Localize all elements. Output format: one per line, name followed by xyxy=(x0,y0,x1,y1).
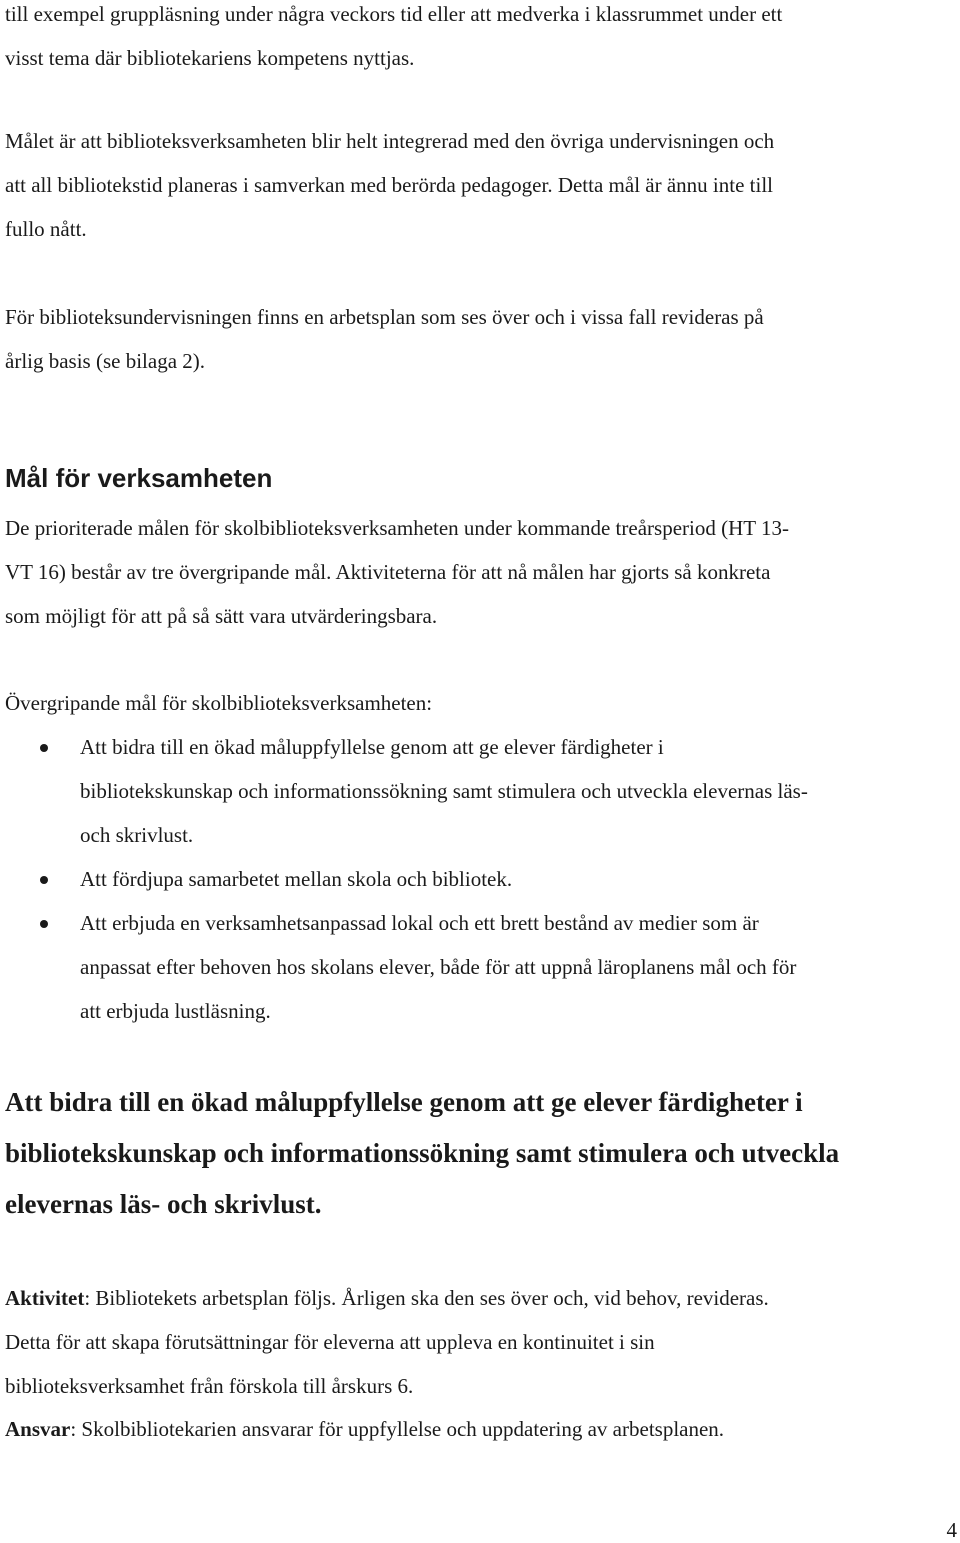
paragraph-line: som möjligt för att på så sätt vara utvärderingsbara. xyxy=(5,604,438,628)
goal-line: och skrivlust. xyxy=(80,823,194,847)
responsibility-label: Ansvar xyxy=(5,1417,71,1441)
goal-line: att erbjuda lustläsning. xyxy=(80,999,271,1023)
activity-line xyxy=(5,1284,769,1312)
goal-heading-line: bibliotekskunskap och informationssökning samt stimulera och utveckla xyxy=(5,1138,840,1168)
goal-line: bibliotekskunskap och informationssökning samt stimulera och utveckla elevernas läs- xyxy=(80,779,808,803)
bullet-icon xyxy=(40,920,48,928)
goal-heading-line: Att bidra till en ökad måluppfyllelse genom att ge elever färdigheter i xyxy=(5,1087,803,1117)
goal-heading-line: elevernas läs- och skrivlust. xyxy=(5,1189,322,1219)
bullet-icon xyxy=(40,876,48,884)
paragraph-line: De prioriterade målen för skolbiblioteksverksamheten under kommande treårsperiod (HT 13- xyxy=(5,516,789,540)
activity-line: biblioteksverksamhet från förskola till årskurs 6. xyxy=(5,1374,414,1398)
goals-intro: Övergripande mål för skolbiblioteksverksamheten: xyxy=(5,691,433,715)
goal-line: Att erbjuda en verksamhetsanpassad lokal och ett brett bestånd av medier som är xyxy=(80,911,759,935)
section-heading: Mål för verksamheten xyxy=(5,463,273,493)
activity-line: Detta för att skapa förutsättningar för eleverna att uppleva en kontinuitet i sin xyxy=(5,1330,655,1354)
bullet-icon xyxy=(40,744,48,752)
paragraph-line: VT 16) består av tre övergripande mål. Aktiviteterna för att nå målen har gjorts så konkreta xyxy=(5,560,771,584)
paragraph-line: årlig basis (se bilaga 2). xyxy=(5,349,206,373)
goal-line: Att fördjupa samarbetet mellan skola och bibliotek. xyxy=(80,867,513,891)
goal-line: anpassat efter behoven hos skolans elever, både för att uppnå läroplanens mål och för xyxy=(80,955,797,979)
paragraph-line: fullo nått. xyxy=(5,217,87,241)
paragraph-line: visst tema där bibliotekariens kompetens nyttjas. xyxy=(5,46,415,70)
goal-line: Att bidra till en ökad måluppfyllelse genom att ge elever färdigheter i xyxy=(80,735,664,759)
activity-label: Aktivitet xyxy=(5,1286,85,1310)
responsibility-line xyxy=(5,1415,724,1443)
activity-text: : Bibliotekets arbetsplan följs. Årligen ska den ses över och, vid behov, revideras. xyxy=(84,1286,769,1310)
paragraph-line: För biblioteksundervisningen finns en arbetsplan som ses över och i vissa fall revideras på xyxy=(5,305,764,329)
paragraph-line: att all bibliotekstid planeras i samverkan med berörda pedagoger. Detta mål är ännu inte till xyxy=(5,173,773,197)
page-number: 4 xyxy=(946,1518,957,1542)
responsibility-text: : Skolbibliotekarien ansvarar för uppfyllelse och uppdatering av arbetsplanen. xyxy=(70,1417,725,1441)
paragraph-line: till exempel gruppläsning under några veckors tid eller att medverka i klassrummet under ett xyxy=(5,2,783,26)
paragraph-line: Målet är att biblioteksverksamheten blir helt integrerad med den övriga undervisningen och xyxy=(5,129,775,153)
